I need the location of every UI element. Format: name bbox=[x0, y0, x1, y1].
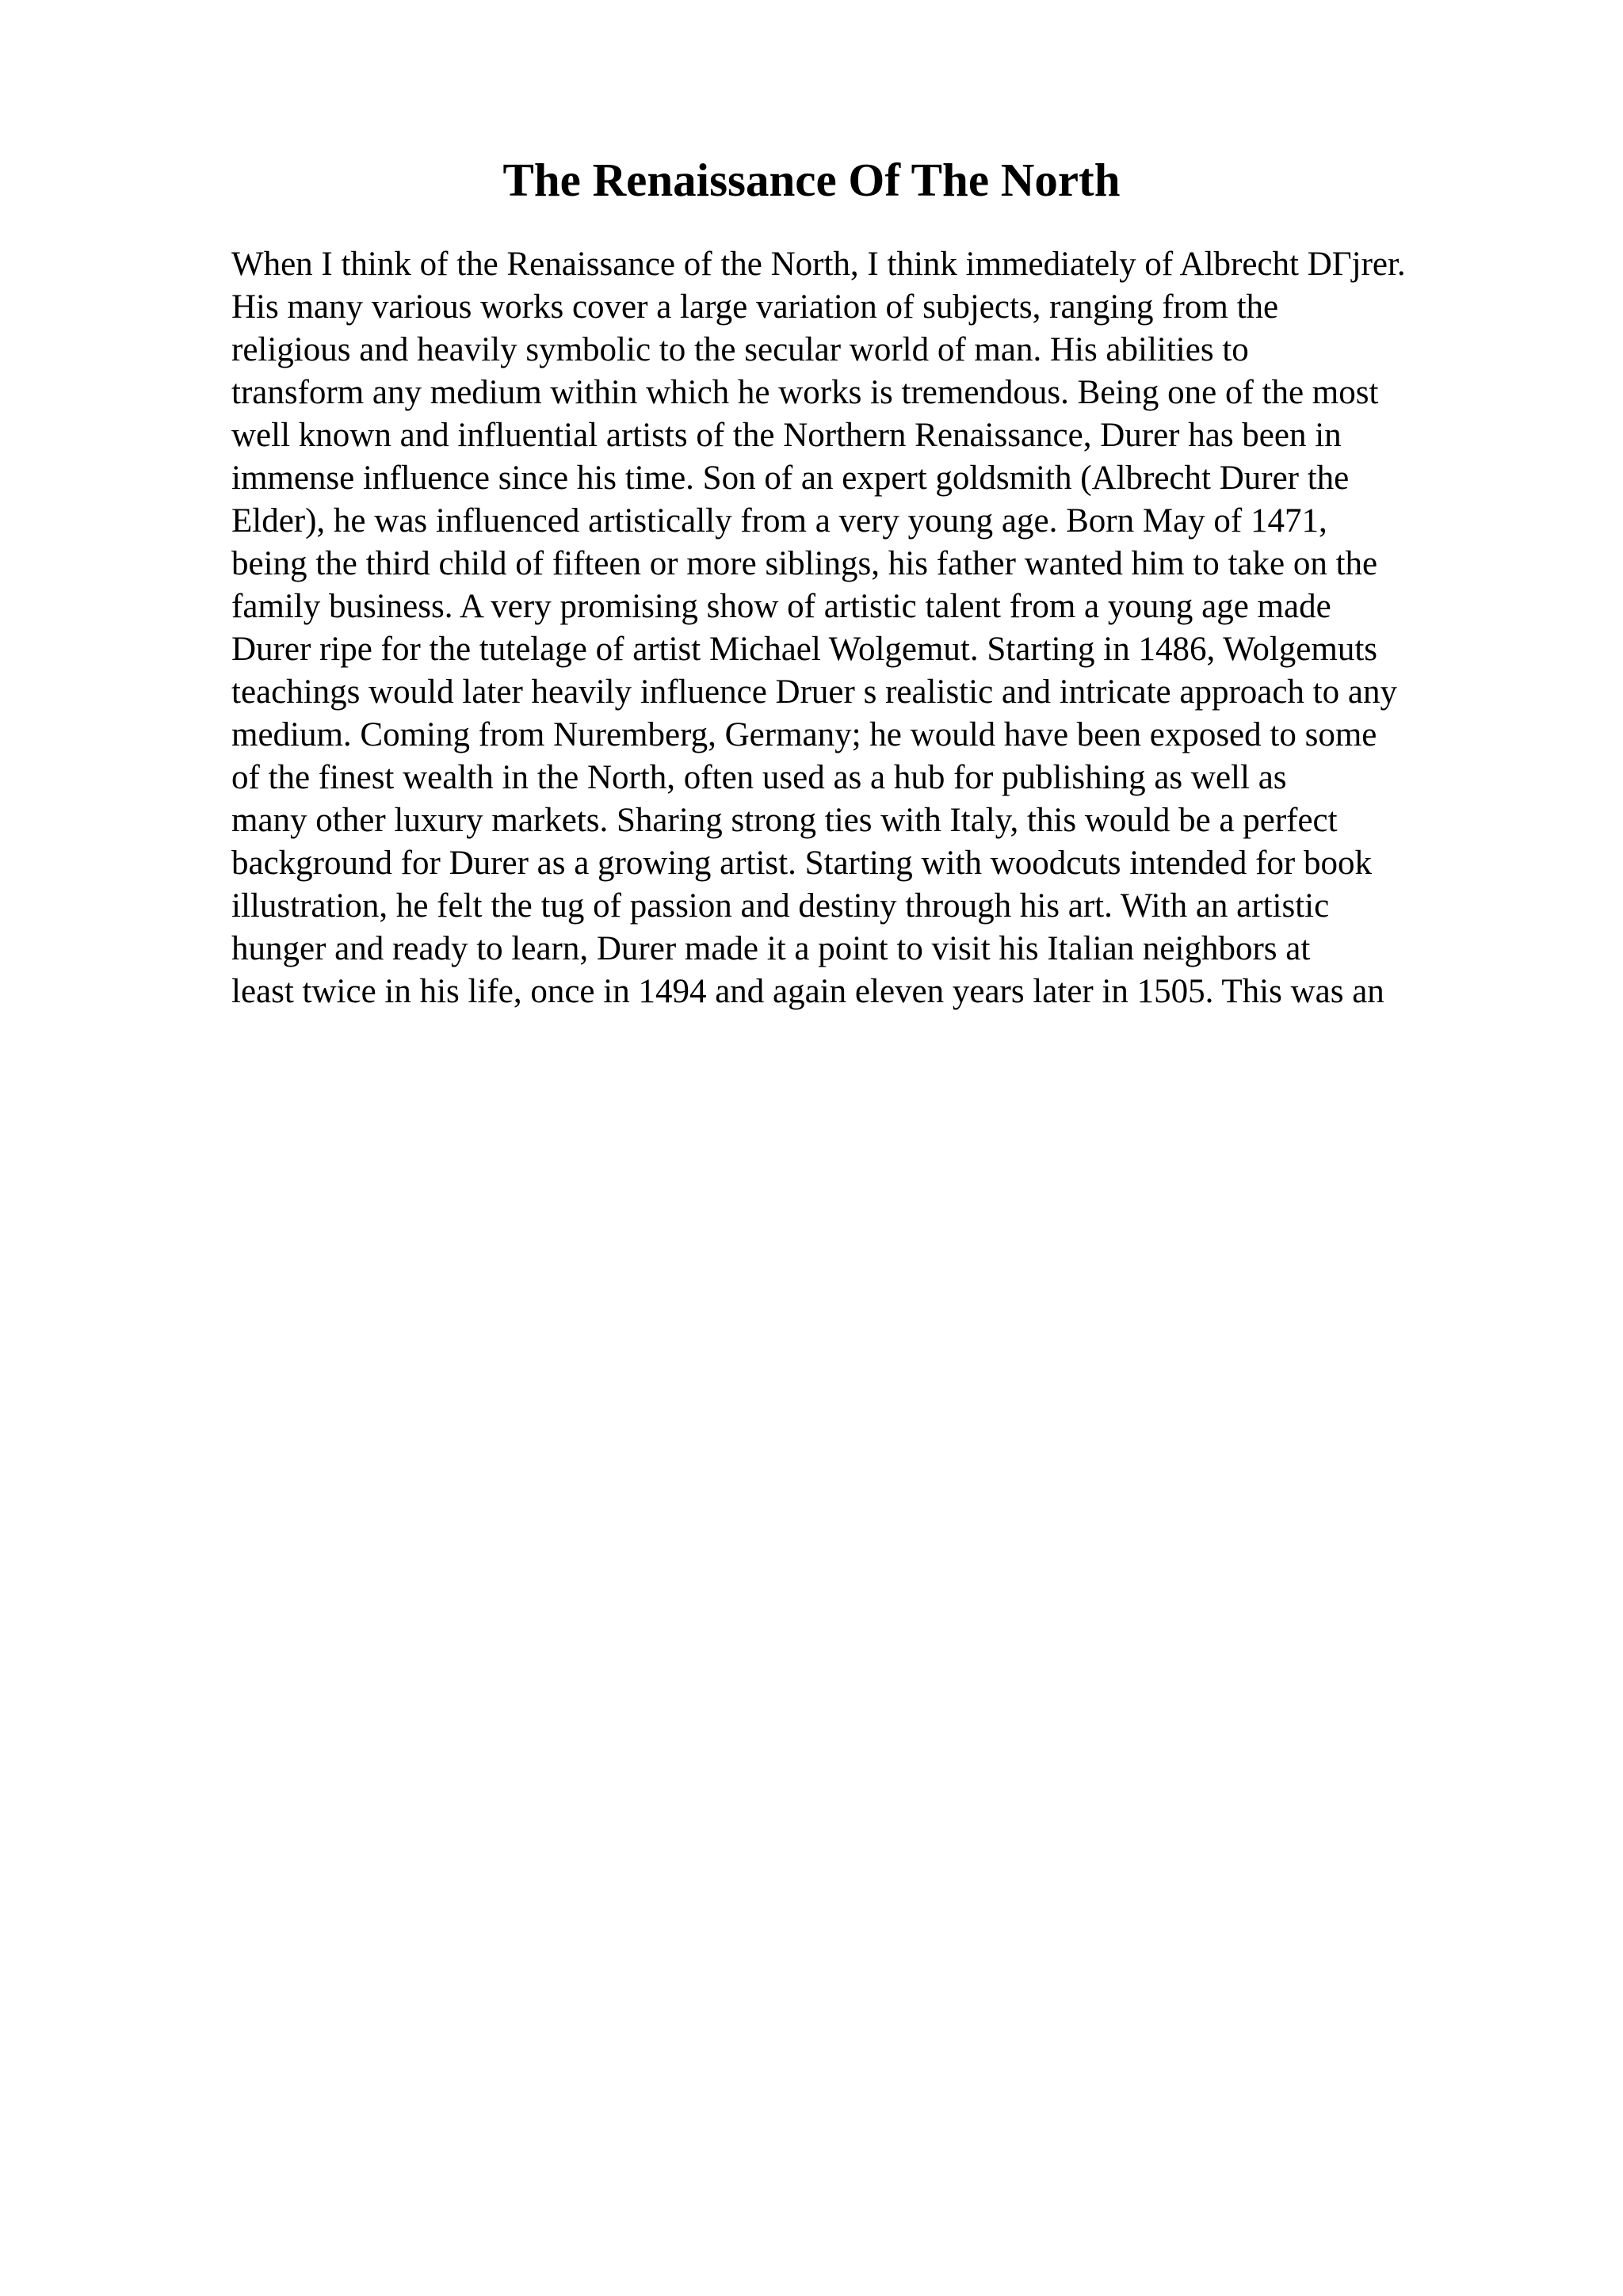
body-line: family business. A very promising show of artistic talent from a young age made bbox=[231, 588, 1331, 625]
body-line: religious and heavily symbolic to the secular world of man. His abilities to bbox=[231, 331, 1249, 368]
body-line: Elder), he was influenced artistically from a very young age. Born May of 1471, bbox=[231, 502, 1327, 540]
body-line: His many various works cover a large variation of subjects, ranging from the bbox=[231, 288, 1279, 326]
body-line: immense influence since his time. Son of an expert goldsmith (Albrecht Durer the bbox=[231, 460, 1350, 497]
body-line: illustration, he felt the tug of passion and destiny through his art. With an artistic bbox=[231, 887, 1330, 925]
body-line: well known and influential artists of the Northern Renaissance, Durer has been in bbox=[231, 417, 1342, 454]
body-line: When I think of the Renaissance of the North, I think immediately of Albrecht DГjrer. bbox=[231, 246, 1406, 283]
body-line: least twice in his life, once in 1494 and again eleven years later in 1505. This was an bbox=[231, 973, 1384, 1010]
body-line: Durer ripe for the tutelage of artist Michael Wolgemut. Starting in 1486, Wolgemuts bbox=[231, 631, 1378, 668]
body-line: medium. Coming from Nuremberg, Germany; he would have been exposed to some bbox=[231, 716, 1377, 753]
body-line: background for Durer as a growing artist. Starting with woodcuts intended for book bbox=[231, 845, 1372, 882]
body-line: being the third child of fifteen or more siblings, his father wanted him to take on the bbox=[231, 545, 1378, 582]
body-line: transform any medium within which he works is tremendous. Being one of the most bbox=[231, 374, 1379, 411]
body-line: teachings would later heavily influence Druer s realistic and intricate approach to any bbox=[231, 673, 1397, 711]
document-title: The Renaissance Of The North bbox=[502, 154, 1121, 206]
body-line: hunger and ready to learn, Durer made it a point to visit his Italian neighbors at bbox=[231, 930, 1311, 967]
document-body bbox=[231, 243, 1594, 1013]
body-line: of the finest wealth in the North, often used as a hub for publishing as well as bbox=[231, 759, 1287, 796]
body-line: many other luxury markets. Sharing strong ties with Italy, this would be a perfect bbox=[231, 802, 1338, 839]
